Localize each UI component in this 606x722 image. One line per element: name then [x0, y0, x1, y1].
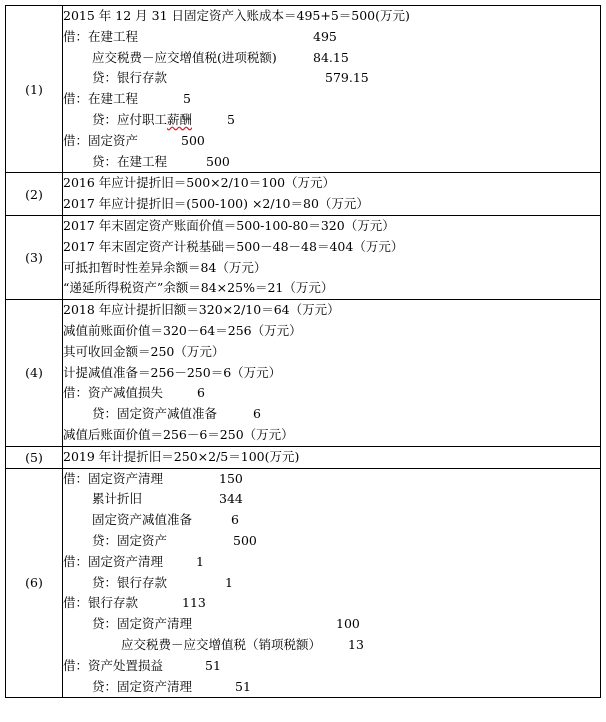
- amount: 51: [235, 678, 251, 694]
- line-text: 减值前账面价值＝320－64＝256（万元）: [63, 322, 302, 338]
- amount: 100: [336, 616, 360, 632]
- text-line: [63, 447, 600, 468]
- amount: 1: [196, 553, 204, 569]
- text-line: [63, 48, 600, 69]
- text-line: [63, 573, 600, 594]
- part-number: (1): [6, 6, 63, 173]
- line-text: 借：银行存款: [63, 595, 139, 611]
- line-text: 2015 年 12 月 31 日固定资产入账成本＝495+5＝500(万元): [63, 8, 410, 23]
- part-content: [63, 468, 601, 698]
- part-row: [6, 6, 601, 173]
- text-line: [63, 531, 600, 552]
- part-number: (3): [6, 215, 63, 299]
- amount: 13: [348, 636, 364, 652]
- amount: 6: [253, 406, 261, 422]
- line-text: 贷：固定资产减值准备: [92, 406, 218, 422]
- text-line: [63, 300, 600, 321]
- part-number: (2): [6, 173, 63, 216]
- text-line: [63, 68, 600, 89]
- line-text: 贷：固定资产: [92, 532, 168, 548]
- line-text: 贷：在建工程: [92, 153, 168, 169]
- line-text: 贷：银行存款: [92, 70, 168, 86]
- part-content: [63, 300, 601, 447]
- line-text: 借：固定资产清理: [63, 470, 164, 486]
- text-line: [63, 677, 600, 698]
- amount: 579.15: [325, 70, 369, 86]
- part-content: [63, 215, 601, 299]
- text-line: [63, 425, 600, 446]
- text-line: [63, 614, 600, 635]
- line-text: 其可收回金额＝250（万元）: [63, 343, 225, 359]
- part-row: [6, 300, 601, 447]
- line-text: 固定资产减值准备: [92, 512, 193, 528]
- amount: 500: [181, 132, 205, 148]
- line-text: 贷：应付职工薪酬: [92, 111, 193, 127]
- part-row: [6, 468, 601, 698]
- line-text: 借：资产减值损失: [63, 385, 164, 401]
- text-line: [63, 258, 600, 279]
- text-line: [63, 173, 600, 194]
- amount: 5: [227, 111, 235, 127]
- amount: 344: [219, 491, 243, 507]
- text-line: [63, 152, 600, 173]
- part-row: [6, 215, 601, 299]
- amount: 150: [219, 470, 243, 486]
- line-text: 2016 年应计提折旧＝500×2/10＝100（万元）: [63, 175, 336, 191]
- text-line: [63, 404, 600, 425]
- amount: 84.15: [313, 49, 349, 65]
- line-text: 借：在建工程: [63, 28, 139, 44]
- text-line: [63, 552, 600, 573]
- line-text: 借：固定资产: [63, 132, 139, 148]
- line-text: 借：固定资产清理: [63, 553, 164, 569]
- amount: 500: [206, 153, 230, 169]
- part-content: [63, 446, 601, 468]
- amount: 6: [231, 512, 239, 528]
- amount: 113: [182, 595, 206, 611]
- line-text: 应交税费－应交增值税(进项税额): [92, 49, 277, 65]
- line-text: 计提减值准备＝256－250＝6（万元）: [63, 364, 282, 380]
- part-content: [63, 6, 601, 173]
- line-text: 减值后账面价值＝256－6＝250（万元）: [63, 426, 294, 442]
- line-text: 应交税费－应交增值税（销项税额）: [121, 636, 322, 652]
- journal-table-body: [6, 6, 601, 698]
- amount: 500: [233, 532, 257, 548]
- text-line: [63, 194, 600, 215]
- text-line: [63, 89, 600, 110]
- part-number: (6): [6, 468, 63, 698]
- amount: 495: [313, 28, 337, 44]
- text-line: [63, 363, 600, 384]
- text-line: [63, 635, 600, 656]
- line-text: 贷：固定资产清理: [92, 616, 193, 632]
- line-text: 2017 年应计提折旧＝(500-100) ×2/10＝80（万元）: [63, 196, 369, 212]
- line-text: 可抵扣暂时性差异余额＝84（万元）: [63, 259, 267, 275]
- answer-sheet: [5, 5, 601, 698]
- text-line: [63, 237, 600, 258]
- line-text: “递延所得税资产”余额＝84×25%＝21（万元）: [63, 280, 334, 296]
- text-line: [63, 6, 600, 27]
- text-line: [63, 278, 600, 299]
- text-line: [63, 342, 600, 363]
- text-line: [63, 131, 600, 152]
- amount: 1: [225, 574, 233, 590]
- line-text: 借：资产处置损益: [63, 657, 164, 673]
- text-line: [63, 110, 600, 131]
- line-text: 借：在建工程: [63, 91, 139, 107]
- amount: 5: [183, 91, 191, 107]
- part-row: [6, 446, 601, 468]
- line-text: 累计折旧: [92, 491, 143, 507]
- journal-table: [5, 5, 601, 698]
- text-line: [63, 216, 600, 237]
- part-content: [63, 173, 601, 216]
- text-line: [63, 383, 600, 404]
- part-row: [6, 173, 601, 216]
- line-text: 2017 年末固定资产账面价值＝500-100-80＝320（万元）: [63, 217, 395, 233]
- text-line: [63, 27, 600, 48]
- text-line: [63, 321, 600, 342]
- amount: 51: [205, 657, 221, 673]
- line-text: 贷：银行存款: [92, 574, 168, 590]
- text-line: [63, 593, 600, 614]
- text-line: [63, 656, 600, 677]
- line-text: 2019 年计提折旧＝250×2/5＝100(万元): [63, 448, 300, 464]
- amount: 6: [197, 385, 205, 401]
- line-text: 贷：固定资产清理: [92, 678, 193, 694]
- line-text: 2018 年应计提折旧额＝320×2/10＝64（万元）: [63, 302, 340, 318]
- line-text: 2017 年末固定资产计税基础＝500－48－48＝404（万元）: [63, 238, 404, 254]
- part-number: (4): [6, 300, 63, 447]
- part-number: (5): [6, 446, 63, 468]
- text-line: [63, 510, 600, 531]
- text-line: [63, 469, 600, 490]
- text-line: [63, 489, 600, 510]
